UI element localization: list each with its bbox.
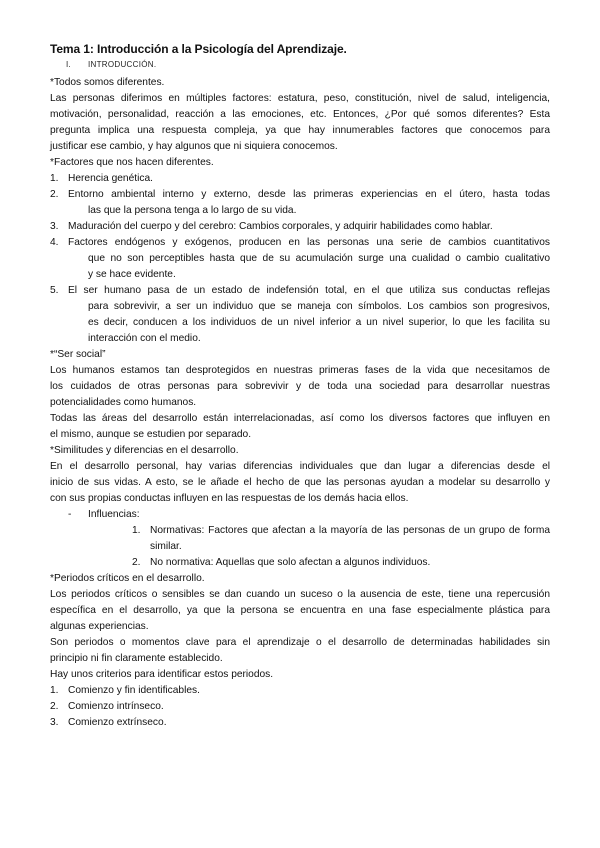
paragraph-line: el mismo, aunque se estudien por separado. xyxy=(50,429,252,440)
list-text: Comienzo y fin identificables. xyxy=(68,685,200,696)
heading-similitudes: *Similitudes y diferencias en el desarrollo. xyxy=(50,445,239,456)
paragraph-line: Los humanos estamos tan desprotegidos en nuestras primeras fases de la vida que necesitamos de xyxy=(50,365,550,376)
list-number: 1. xyxy=(50,685,59,696)
list-text: Comienzo intrínseco. xyxy=(68,701,164,712)
paragraph-line: Hay unos criterios para identificar estos periodos. xyxy=(50,669,274,680)
list-text: No normativa: Aquellas que solo afectan a algunos individuos. xyxy=(150,557,431,568)
list-number: 4. xyxy=(50,237,59,248)
paragraph-line: Son periodos o momentos clave para el aprendizaje o el desarrollo de determinadas habilidades sin xyxy=(50,637,550,648)
list-item xyxy=(50,219,550,235)
list-item xyxy=(50,171,550,187)
heading-periodos-criticos: *Periodos críticos en el desarrollo. xyxy=(50,573,205,584)
list-text: Normativas: Factores que afectan a la mayoría de las personas de un grupo de forma xyxy=(150,525,550,536)
list-text: El ser humano pasa de un estado de indefensión total, en el que utiliza sus conductas reflejas xyxy=(68,285,550,296)
section-number: I. xyxy=(66,60,72,69)
list-item xyxy=(50,235,550,251)
list-text: Herencia genética. xyxy=(68,173,153,184)
paragraph-line: Todas las áreas del desarrollo están interrelacionadas, así como los diversos factores que influyen en xyxy=(50,413,550,424)
list-item xyxy=(50,699,550,715)
paragraph-line: algunas experiencias. xyxy=(50,621,149,632)
list-text: Comienzo extrínseco. xyxy=(68,717,167,728)
sub-list-item xyxy=(132,523,550,539)
list-text-cont: para sobrevivir, a ser un individuo que se maneja con símbolos. Los cambios son progresivos, xyxy=(88,301,550,312)
list-text-cont: es decir, conducen a los individuos de un nivel inferior a un nivel superior, lo que les facilita su xyxy=(88,317,550,328)
list-item xyxy=(50,283,550,299)
list-text: Factores endógenos y exógenos, producen en las personas una serie de cambios cuantitativos xyxy=(68,237,550,248)
sub-list-item xyxy=(132,555,550,571)
list-text: Maduración del cuerpo y del cerebro: Cambios corporales, y adquirir habilidades como hablar. xyxy=(68,221,493,232)
paragraph-line: pregunta implica una respuesta compleja, ya que hay innumerables factores que conocemos para xyxy=(50,125,550,136)
list-number: 1. xyxy=(50,173,59,184)
sub-list-text-cont: similar. xyxy=(150,541,182,552)
heading-todos-somos-diferentes: *Todos somos diferentes. xyxy=(50,77,165,88)
list-number: 2. xyxy=(50,189,59,200)
dash-bullet: - xyxy=(68,509,72,520)
heading-factores: *Factores que nos hacen diferentes. xyxy=(50,157,214,168)
paragraph-line: motivación, personalidad, reacción a las emociones, etc. Entonces, ¿Por qué somos diferentes? Esta xyxy=(50,109,550,120)
paragraph-line: justificar ese cambio, y hay algunos que ni siquiera conocemos. xyxy=(50,141,338,152)
paragraph-line: Las personas diferimos en múltiples factores: estatura, peso, constitución, nivel de salud, inteligencia, xyxy=(50,93,550,104)
section-heading xyxy=(66,60,156,69)
list-number: 3. xyxy=(50,221,59,232)
list-number: 2. xyxy=(132,557,141,568)
paragraph-line: específica en el desarrollo, ya que la persona se encuentra en una fase especialmente plástica para xyxy=(50,605,550,616)
list-item xyxy=(50,187,550,203)
paragraph-line: principio ni fin claramente establecido. xyxy=(50,653,223,664)
list-number: 3. xyxy=(50,717,59,728)
list-number: 1. xyxy=(132,525,141,536)
paragraph-line: potencialidades como humanos. xyxy=(50,397,197,408)
paragraph-line: los cuidados de otras personas para sobrevivir y de toda una sociedad para desarrollar nuestras xyxy=(50,381,550,392)
list-number: 5. xyxy=(50,285,59,296)
bullet-label: Influencias: xyxy=(88,509,140,520)
heading-ser-social: *“Ser social” xyxy=(50,349,106,360)
paragraph-line: Los periodos críticos o sensibles se dan cuando un suceso o la ausencia de este, tiene una repercusión xyxy=(50,589,550,600)
list-text-cont: y se hace evidente. xyxy=(88,269,176,280)
list-text: Entorno ambiental interno y externo, desde las primeras experiencias en el útero, hasta todas xyxy=(68,189,550,200)
bullet-influencias xyxy=(68,507,568,523)
page-title: Tema 1: Introducción a la Psicología del Aprendizaje. xyxy=(50,42,347,56)
section-label: INTRODUCCIÓN. xyxy=(88,60,157,69)
list-text-cont: que no son perceptibles hasta que de su acumulación surge una cualidad o cambio cualitativo xyxy=(88,253,550,264)
paragraph-line: En el desarrollo personal, hay varias diferencias individuales que dan lugar a diferencias desde el xyxy=(50,461,550,472)
paragraph-line: con sus propias conductas influyen en las respuestas de los demás hacia ellos. xyxy=(50,493,409,504)
list-number: 2. xyxy=(50,701,59,712)
paragraph-line: inicio de sus vidas. A esto, se le añade el hecho de que las personas ayudan a modelar su desarrollo y xyxy=(50,477,550,488)
list-text-cont: las que la persona tenga a lo largo de su vida. xyxy=(88,205,297,216)
list-item xyxy=(50,683,550,699)
list-text-cont: interacción con el medio. xyxy=(88,333,201,344)
list-item xyxy=(50,715,550,731)
